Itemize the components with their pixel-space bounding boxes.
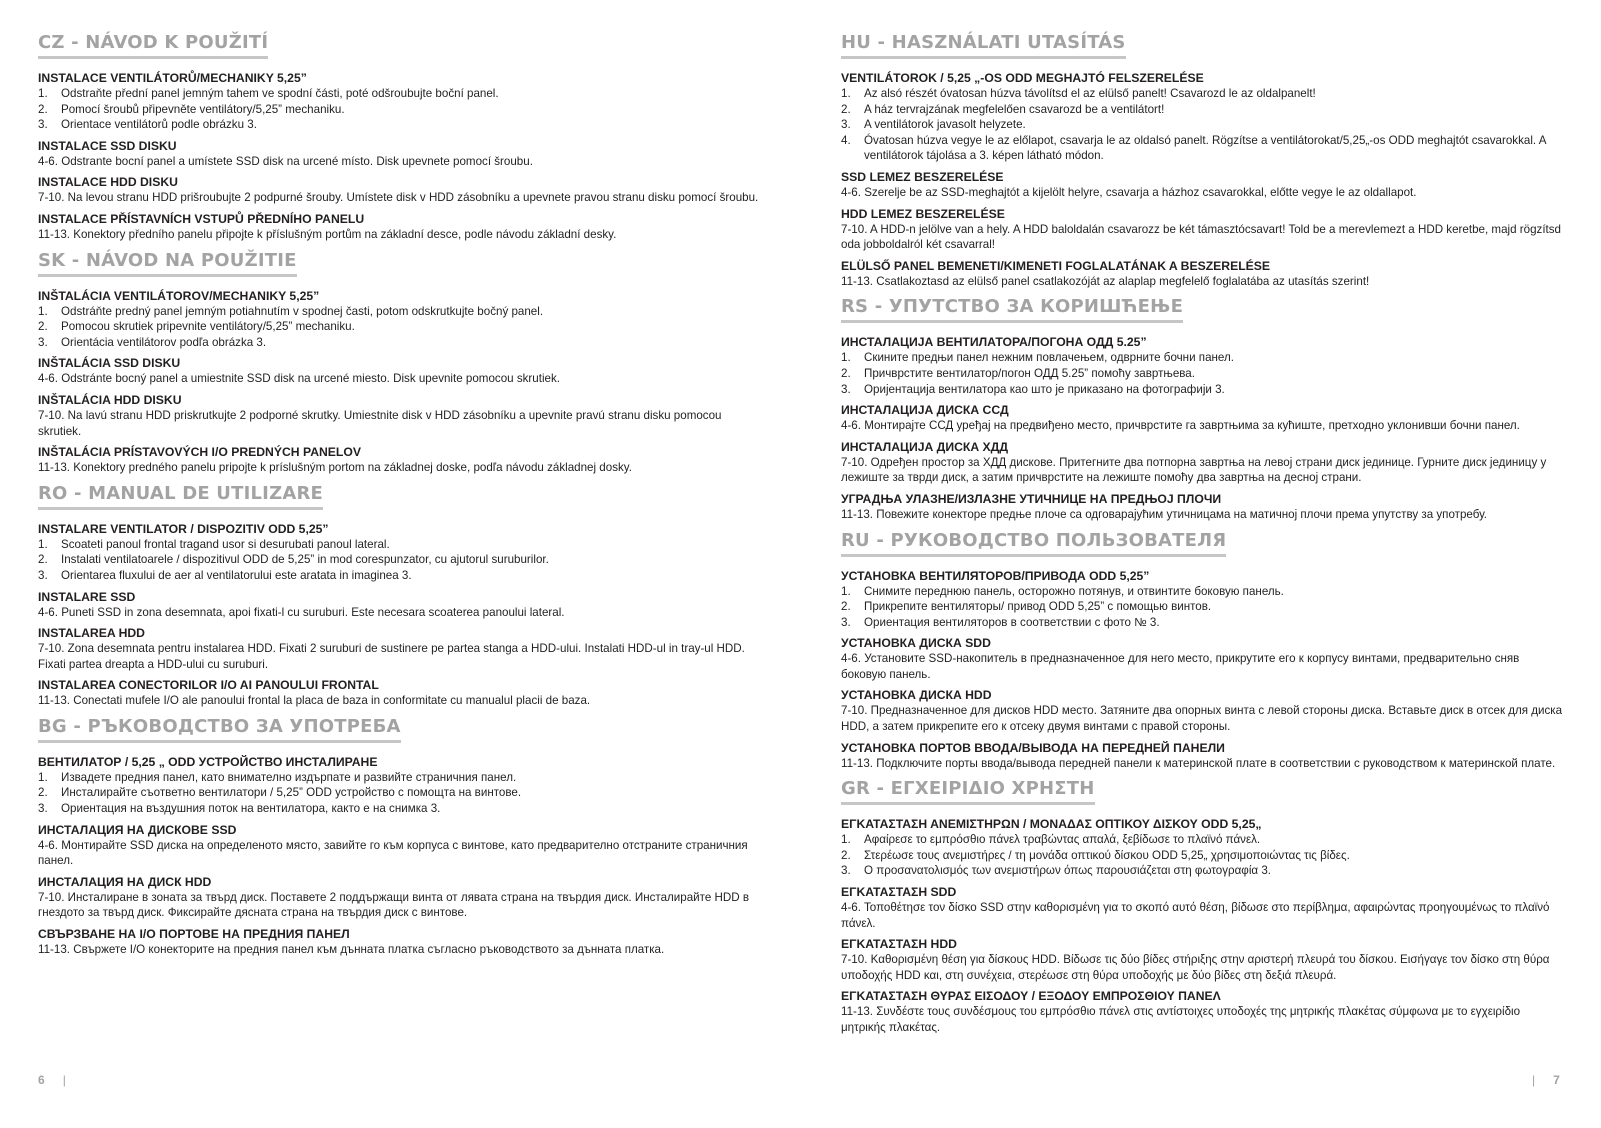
instruction-section	[841, 206, 1565, 253]
list-item-number: 2.	[841, 848, 851, 862]
instruction-section	[38, 874, 760, 921]
list-item-number: 3.	[841, 382, 851, 396]
section-heading: УСТАНОВКА ДИСКА SDD	[841, 636, 991, 651]
list-item-number: 2.	[38, 102, 48, 116]
list-item-text: Прикрепите вентиляторы/ привод ODD 5,25” с помощью винтов.	[864, 600, 1212, 614]
list-item-text: Az alsó részét óvatosan húzva távolítsd el az elülső panelt! Csavarozd le az oldalpanelt!	[864, 87, 1316, 100]
list-item-text: Ο προσανατολισμός των ανεμιστήρων όπως παρουσιάζεται στη φωτογραφία 3.	[864, 864, 1271, 878]
instruction-section	[38, 355, 760, 387]
section-heading: INŠTALÁCIA PRÍSTAVOVÝCH I/O PREDNÝCH PANELOV	[38, 445, 361, 460]
section-heading: INSTALAREA HDD	[38, 626, 145, 641]
section-heading: ИНСТАЛАЦИЯ НА ДИСКОВЕ SSD	[38, 822, 237, 837]
left-page-column	[38, 31, 760, 964]
footer-separator-left: |	[62, 1073, 66, 1087]
language-section	[841, 777, 1565, 1035]
language-heading: CZ - NÁVOD K POUŽITÍ	[38, 31, 268, 59]
list-item-number: 2.	[38, 553, 48, 567]
section-heading: ИНСТАЛАЦИЯ НА ДИСК HDD	[38, 874, 212, 889]
list-item-text: Извадете предния панел, като внимателно издърпате и развийте страничния панел.	[61, 770, 517, 784]
section-heading: INSTALACE PŘÍSTAVNÍCH VSTUPŮ PŘEDNÍHO PANELU	[38, 211, 365, 226]
list-item-number: 3.	[38, 118, 48, 132]
list-item	[38, 785, 760, 801]
list-item-text: Pomocí šroubů připevněte ventilátory/5,25” mechaniku.	[61, 102, 345, 116]
list-item	[38, 86, 760, 102]
language-heading: RO - MANUAL DE UTILIZARE	[38, 482, 323, 510]
list-item-number: 3.	[38, 335, 48, 349]
list-item-text: Αφαίρεσε το εμπρόσθιο πάνελ τραβώντας απαλά, ξεβίδωσε το πλαϊνό πάνελ.	[864, 833, 1261, 847]
section-heading: ИНСТАЛАЦИЈА ДИСКА ХДД	[841, 439, 1009, 454]
instruction-section	[841, 402, 1565, 434]
list-item	[841, 848, 1565, 864]
section-heading: INŠTALÁCIA VENTILÁTOROV/MECHANIKY 5,25”	[38, 288, 320, 303]
section-heading: INSTALARE VENTILATOR / DISPOZITIV ODD 5,25”	[38, 521, 329, 536]
section-paragraph: 7-10. Zona desemnata pentru instalarea HDD. Fixati 2 suruburi de sustinere pe partea stanga a HDD-ului. Instalati HDD-ul in tray-ul HDD. Fixati partea dreapta a HDD-ului cu suruburi.	[38, 642, 745, 671]
list-item	[38, 537, 760, 553]
instruction-section	[38, 138, 760, 170]
section-paragraph: 4-6. Монтирајте ССД уређај на предвиђено место, причврстите га завртњима за кућиште, претходно уклонивши бочни панел.	[841, 419, 1520, 433]
list-item	[841, 350, 1565, 366]
list-item-number: 3.	[841, 864, 851, 878]
list-item	[841, 86, 1565, 102]
instruction-section	[841, 334, 1565, 397]
list-item-text: Orientarea fluxului de aer al ventilatorului este aratata in imaginea 3.	[61, 568, 412, 582]
list-item-number: 4.	[841, 133, 851, 147]
language-section	[38, 249, 760, 476]
list-item	[841, 615, 1565, 631]
instruction-section	[38, 677, 760, 709]
section-heading: ИНСТАЛАЦИЈА ДИСКА ССД	[841, 403, 1009, 418]
section-heading: ELÜLSŐ PANEL BEMENETI/KIMENETI FOGLALATÁNAK A BESZERELÉSE	[841, 258, 1271, 273]
list-item	[38, 117, 760, 133]
language-section	[841, 295, 1565, 522]
list-item	[38, 552, 760, 568]
instruction-section	[38, 625, 760, 672]
left-page-footer	[38, 1073, 66, 1087]
list-item	[841, 382, 1565, 398]
section-paragraph: 11-13. Csatlakoztasd az elülső panel csatlakozóját az alaplap megfelelő foglalatába az utasítás szerint!	[841, 274, 1370, 288]
list-item-text: Причврстите вентилатор/погон ОДД 5.25” помоћу завртњева.	[864, 366, 1195, 380]
instruction-section	[38, 521, 760, 584]
language-heading: GR - ΕΓΧΕΙΡΙΔΙΟ ΧΡΗΣΤΗ	[841, 777, 1095, 805]
list-item-text: Odstráňte predný panel jemným potiahnutím v spodnej časti, potom odskrutkujte bočný panel.	[61, 304, 544, 318]
section-paragraph: 11-13. Konektory předního panelu připojte k příslušným portům na základní desce, podle návodu základní desky.	[38, 227, 617, 241]
language-heading: HU - HASZNÁLATI UTASÍTÁS	[841, 31, 1126, 59]
page-number-right: 7	[1553, 1073, 1560, 1087]
list-item	[841, 863, 1565, 879]
section-paragraph: 4-6. Odstránte bocný panel a umiestnite SSD disk na urcené miesto. Disk upevnite pomocou skrutiek.	[38, 372, 560, 386]
list-item-number: 3.	[38, 802, 48, 816]
section-paragraph: 11-13. Konektory predného panelu pripojte k príslušným portom na základnej doske, podľa návodu základnej dosky.	[38, 461, 632, 475]
section-heading: ΕΓΚΑΤΑΣΤΑΣΗ HDD	[841, 937, 957, 952]
section-paragraph: 4-6. Odstrante bocní panel a umístete SSD disk na urcené místo. Disk upevnete pomocí šroubu.	[38, 154, 533, 168]
list-item-text: Odstraňte přední panel jemným tahem ve spodní části, poté odšroubujte boční panel.	[61, 87, 499, 100]
section-heading: ИНСТАЛАЦИЈА ВЕНТИЛАТОРА/ПОГОНА ОДД 5.25”	[841, 335, 1147, 350]
section-heading: INSTALACE VENTILÁTORŮ/MECHANIKY 5,25”	[38, 71, 307, 85]
instruction-section	[841, 740, 1565, 772]
section-paragraph: 7-10. Одређен простор за ХДД дискове. Притегните два потпорна завртња на левој страни диск јединице. Гурните диск јединицу у лежиште за тврди диск, а затим причврстите на лежиште помоћу два завртња на десној страни.	[841, 455, 1547, 485]
section-paragraph: 7-10. Καθορισμένη θέση για δίσκους HDD. Βίδωσε τις δύο βίδες στήριξης στην αριστερή πλευρά του δίσκου. Εισήγαγε τον δίσκο στη θύρα υποδοχής HDD και, στη συνέχεια, στερέωσε στη θύρα υποδοχής με δύο βίδες στη δεξιά πλευρά.	[841, 953, 1550, 982]
instruction-section	[841, 169, 1565, 201]
list-item	[841, 584, 1565, 600]
list-item	[38, 304, 760, 320]
list-item	[38, 770, 760, 786]
section-paragraph: 4-6. Τοποθέτησε τον δίσκο SSD στην καθορισμένη για το σκοπό αυτό θέση, βίδωσε στο περίβλημα, αφαιρώντας προηγουμένως το πλαϊνό πάνελ.	[841, 901, 1550, 930]
section-heading: ΕΓΚΑΤΑΣΤΑΣΗ SDD	[841, 885, 957, 900]
right-page-column	[841, 31, 1565, 1042]
section-paragraph: 4-6. Szerelje be az SSD-meghajtót a kijelölt helyre, csavarja a házhoz csavarokkal, előtte vegye le az oldallapot.	[841, 185, 1417, 199]
list-item-number: 1.	[841, 833, 851, 847]
section-heading: INSTALARE SSD	[38, 589, 136, 604]
section-heading: SSD LEMEZ BESZERELÉSE	[841, 169, 1004, 184]
list-item	[841, 599, 1565, 615]
section-paragraph: 11-13. Conectati mufele I/O ale panoului frontal la placa de baza in conformitate cu manualul placii de baza.	[38, 694, 591, 708]
instruction-section	[841, 687, 1565, 734]
list-item-number: 1.	[38, 770, 48, 784]
section-heading: INSTALACE SSD DISKU	[38, 138, 177, 153]
section-heading: INSTALAREA CONECTORILOR I/O AI PANOULUI FRONTAL	[38, 678, 379, 693]
list-item-number: 3.	[841, 615, 851, 629]
section-heading: INŠTALÁCIA SSD DISKU	[38, 356, 181, 371]
list-item	[38, 568, 760, 584]
instruction-section	[841, 816, 1565, 879]
instruction-section	[38, 174, 760, 206]
list-item-number: 3.	[38, 568, 48, 582]
list-item-text: Pomocou skrutiek pripevnite ventilátory/5,25” mechaniku.	[61, 320, 355, 334]
list-item	[841, 102, 1565, 118]
section-heading: VENTILÁTOROK / 5,25 „-OS ODD MEGHAJTÓ FELSZERELÉSE	[841, 71, 1204, 85]
language-section	[38, 715, 760, 958]
section-heading: ВЕНТИЛАТОР / 5,25 „ ODD УСТРОЙСТВО ИНСТАЛИРАНЕ	[38, 754, 378, 769]
instruction-section	[841, 988, 1565, 1035]
list-item	[38, 102, 760, 118]
list-item-text: Óvatosan húzva vegye le az előlapot, csavarja le az oldalsó panelt. Rögzítse a ventilátorokat/5,25„-os ODD meghajtót csavarokkal. A ventilátorok tájolása a 3. képen látható módon.	[864, 133, 1546, 163]
instruction-section	[841, 70, 1565, 164]
instruction-section	[841, 936, 1565, 983]
footer-separator-right: |	[1532, 1073, 1536, 1087]
instruction-section	[38, 392, 760, 439]
list-item-text: Скините предњи панел нежним повлачењем, одврните бочни панел.	[864, 351, 1234, 365]
section-heading: INSTALACE HDD DISKU	[38, 175, 178, 190]
list-item-number: 2.	[38, 786, 48, 800]
list-item-text: Orientace ventilátorů podle obrázku 3.	[61, 118, 257, 132]
list-item-number: 1.	[38, 537, 48, 551]
instruction-section	[38, 589, 760, 621]
section-paragraph: 11-13. Συνδέστε τους συνδέσμους του εμπρόσθιο πάνελ στις αντίστοιχες υποδοχές της μητρικής πλακέτας σύμφωνα με το εγχειρίδιο μητρικής πλακέτας.	[841, 1005, 1521, 1034]
section-heading: СВЪРЗВАНЕ НА I/O ПОРТОВЕ НА ПРЕДНИЯ ПАНЕЛ	[38, 927, 350, 942]
list-item-number: 2.	[841, 366, 851, 380]
section-heading: HDD LEMEZ BESZERELÉSE	[841, 206, 1005, 221]
list-item-text: Στερέωσε τους ανεμιστήρες / τη μονάδα οπτικού δίσκου ODD 5,25„ χρησιμοποιώντας τις βίδες.	[864, 848, 1350, 862]
language-heading: RS - УПУТСТВО ЗА КОРИШЋЕЊЕ	[841, 295, 1183, 323]
list-item	[38, 335, 760, 351]
instruction-section	[38, 754, 760, 817]
instruction-section	[38, 211, 760, 243]
list-item-number: 1.	[841, 87, 851, 100]
section-heading: УГРАДЊА УЛАЗНЕ/ИЗЛАЗНЕ УТИЧНИЦЕ НА ПРЕДЊОЈ ПЛОЧИ	[841, 491, 1222, 506]
list-item-text: Instalati ventilatoarele / dispozitivul ODD de 5,25” in mod corespunzator, cu ajutorul suruburilor.	[61, 553, 549, 567]
instruction-section	[38, 822, 760, 869]
section-paragraph: 4-6. Puneti SSD in zona desemnata, apoi fixati-l cu suruburi. Este necesara scoaterea panoului lateral.	[38, 605, 565, 619]
section-paragraph: 7-10. A HDD-n jelölve van a hely. A HDD baloldalán csavarozz be két támasztócsavart! Told be a merevlemezt a HDD keretbe, majd rögzítsd oda jobboldalról két csavarral!	[841, 222, 1562, 252]
list-item	[841, 366, 1565, 382]
list-item-number: 2.	[841, 102, 851, 116]
list-item-text: Ориентация на въздушния поток на вентилатора, както е на снимка 3.	[61, 802, 441, 816]
instruction-section	[38, 444, 760, 476]
list-item-text: Scoateti panoul frontal tragand usor si desurubati panoul lateral.	[61, 537, 390, 551]
section-paragraph: 11-13. Повежите конекторе предње плоче са одговарајућим утичницама на матичној плочи према упутству за употребу.	[841, 507, 1487, 521]
instruction-section	[38, 926, 760, 958]
list-item-text: Ориентация вентиляторов в соответствии с фото № 3.	[864, 615, 1160, 629]
instruction-section	[841, 439, 1565, 486]
section-paragraph: 7-10. Инсталиране в зоната за твърд диск. Поставете 2 поддържащи винта от лявата страна на твърдия диск. Инсталирайте HDD в гнездото за твърд диск. Фиксирайте дясната страна на твърдия диск с винтове.	[38, 890, 749, 920]
list-item-text: Оријентација вентилатора као што је приказано на фотографији 3.	[864, 382, 1225, 396]
list-item	[841, 133, 1565, 164]
section-paragraph: 7-10. Na levou stranu HDD prišroubujte 2 podpurné šrouby. Umístete disk v HDD zásobníku a upevnete pravou stranu disku pomocí šroubu.	[38, 191, 759, 205]
section-paragraph: 4-6. Установите SSD-накопитель в предназначенное для него место, прикрутите его к корпусу винтами, предварительно сняв боковую панель.	[841, 652, 1520, 681]
language-section	[38, 482, 760, 709]
section-paragraph: 11-13. Свържете I/O конекторите на предния панел към дънната платка съгласно ръководството за дънната платка.	[38, 943, 665, 957]
language-section	[38, 31, 760, 243]
instruction-section	[38, 288, 760, 351]
language-section	[841, 529, 1565, 772]
section-heading: УСТАНОВКА ДИСКА HDD	[841, 688, 992, 703]
section-heading: ΕΓΚΑΤΑΣΤΑΣΗ ΑΝΕΜΙΣΤΗΡΩΝ / ΜΟΝΑΔΑΣ ΟΠΤΙΚΟΥ ΔΙΣΚΟΥ ODD 5,25„	[841, 817, 1262, 832]
list-item-text: Orientácia ventilátorov podľa obrázka 3.	[61, 335, 267, 349]
language-heading: RU - РУКОВОДСТВО ПОЛЬЗОВАТЕЛЯ	[841, 529, 1226, 557]
list-item-text: A ház tervrajzának megfelelően csavarozd be a ventilátort!	[864, 102, 1165, 116]
list-item-number: 1.	[841, 584, 851, 598]
instruction-section	[841, 568, 1565, 631]
list-item	[841, 832, 1565, 848]
instruction-section	[841, 635, 1565, 682]
section-heading: INŠTALÁCIA HDD DISKU	[38, 392, 182, 407]
list-item-number: 2.	[841, 600, 851, 614]
list-item-number: 1.	[38, 304, 48, 318]
page-number-left: 6	[38, 1073, 45, 1087]
list-item-text: A ventilátorok javasolt helyzete.	[864, 118, 1026, 132]
list-item-number: 2.	[38, 320, 48, 334]
language-heading: BG - РЪКОВОДСТВО ЗА УПОТРЕБА	[38, 715, 401, 743]
section-paragraph: 7-10. Предназначенное для дисков HDD место. Затяните два опорных винта с левой стороны диска. Вставьте диск в отсек для диска HDD, а затем прикрепите его к отсеку двумя винтами с правой стороны.	[841, 704, 1563, 734]
list-item	[841, 117, 1565, 133]
list-item	[38, 319, 760, 335]
instruction-section	[841, 491, 1565, 523]
instruction-section	[841, 258, 1565, 290]
list-item-number: 3.	[841, 118, 851, 132]
section-paragraph: 7-10. Na lavú stranu HDD priskrutkujte 2 podporné skrutky. Umiestnite disk v HDD zásobníku a upevnite pravú stranu disku pomocou skrutiek.	[38, 408, 722, 438]
language-heading: SK - NÁVOD NA POUŽITIE	[38, 249, 297, 277]
list-item-text: Снимите переднюю панель, осторожно потянув, и отвинтите боковую панель.	[864, 584, 1284, 598]
section-heading: УСТАНОВКА ВЕНТИЛЯТОРОВ/ПРИВОДА ODD 5,25”	[841, 568, 1150, 583]
list-item-number: 1.	[38, 87, 48, 100]
section-paragraph: 11-13. Подключите порты ввода/вывода передней панели к материнской плате в соответствии с руководством к материнской плате.	[841, 756, 1556, 770]
section-heading: ΕΓΚΑΤΑΣΤΑΣΗ ΘΥΡΑΣ ΕΙΣΟΔΟΥ / ΕΞΟΔΟΥ ΕΜΠΡΟΣΘΙΟΥ ΠΑΝΕΛ	[841, 989, 1221, 1004]
list-item	[38, 801, 760, 817]
section-heading: УСТАНОВКА ПОРТОВ ВВОДА/ВЫВОДА НА ПЕРЕДНЕЙ ПАНЕЛИ	[841, 740, 1225, 755]
section-paragraph: 4-6. Монтирайте SSD диска на определеното място, завийте го към корпуса с винтове, като предварително отстраните страничния панел.	[38, 838, 748, 868]
instruction-section	[38, 70, 760, 133]
instruction-section	[841, 884, 1565, 931]
list-item-text: Инсталирайте съответно вентилатори / 5,25” ODD устройство с помощта на винтове.	[61, 786, 522, 800]
list-item-number: 1.	[841, 351, 851, 365]
right-page-footer	[1532, 1073, 1560, 1087]
language-section	[841, 31, 1565, 289]
